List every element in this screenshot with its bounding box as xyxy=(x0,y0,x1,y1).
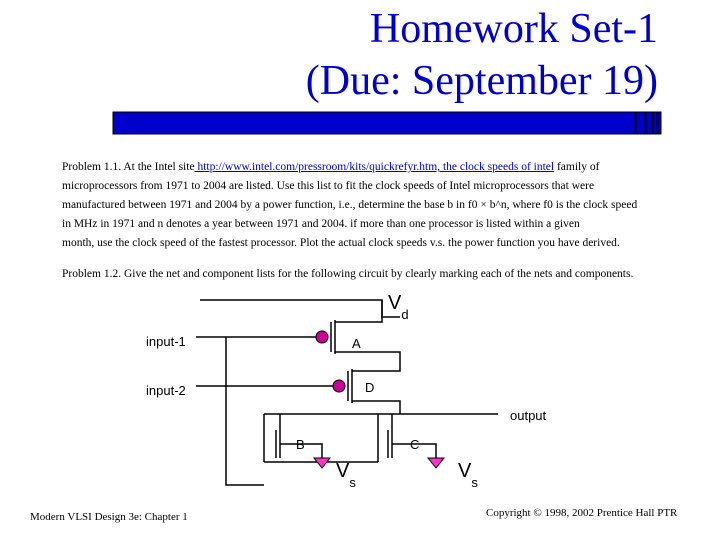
output-label: output xyxy=(510,408,547,423)
transistor-B-label: B xyxy=(296,437,305,452)
footer-copyright: Copyright © 1998, 2002 Prentice Hall PTR xyxy=(486,507,678,519)
vs-label-left: $V_s$ xyxy=(336,460,356,490)
problem-1-1-prefix: Problem 1.1. At the Intel site xyxy=(62,161,195,173)
vdd-label: $V_d$ xyxy=(388,292,409,322)
problem-1-1-line5: month, use the clock speed of the fastest processor. Plot the actual clock speeds v.s. the power function you have derived. xyxy=(62,237,620,249)
problem-1-1-line3: manufactured between 1971 and 2004 by a power function, i.e., determine the base b in f0 × b^n, where f0 is the clock speed xyxy=(62,199,638,211)
transistor-C-label: C xyxy=(410,437,420,452)
title-divider-bar xyxy=(112,111,664,137)
transistor-A-label: A xyxy=(352,336,361,351)
transistor-D-label: D xyxy=(365,380,375,395)
gate-A-bubble xyxy=(316,331,328,343)
footer-course: Modern VLSI Design 3e: Chapter 1 xyxy=(30,511,188,523)
problem-1-1-line4: in MHz in 1971 and n denotes a year between 1971 and 2004. if more than one processor is listed within a given xyxy=(62,218,580,230)
input-2-label: input-2 xyxy=(146,383,186,398)
ground-B-icon xyxy=(314,458,330,468)
problem-1-2: Problem 1.2. Give the net and component lists for the following circuit by clearly marking each of the nets and components. xyxy=(62,268,634,280)
ground-C-icon xyxy=(428,458,444,468)
slide-title-line2: (Due: September 19) xyxy=(305,58,658,104)
gate-D-bubble xyxy=(333,380,345,392)
intel-link[interactable]: http://www.intel.com/pressroom/kits/quickrefyr.htm, the clock speeds of intel xyxy=(194,161,555,173)
problem-1-1-line2: microprocessors from 1971 to 2004 are listed. Use this list to fit the clock speeds of Intel microprocessors that were xyxy=(62,180,595,192)
input-1-label: input-1 xyxy=(146,334,186,349)
problem-1-1-line1-rest: family of xyxy=(554,161,600,173)
problem-1-1 xyxy=(62,158,662,253)
vs-label-right: $V_s$ xyxy=(458,460,478,490)
slide-title-line1: Homework Set-1 xyxy=(369,6,658,52)
